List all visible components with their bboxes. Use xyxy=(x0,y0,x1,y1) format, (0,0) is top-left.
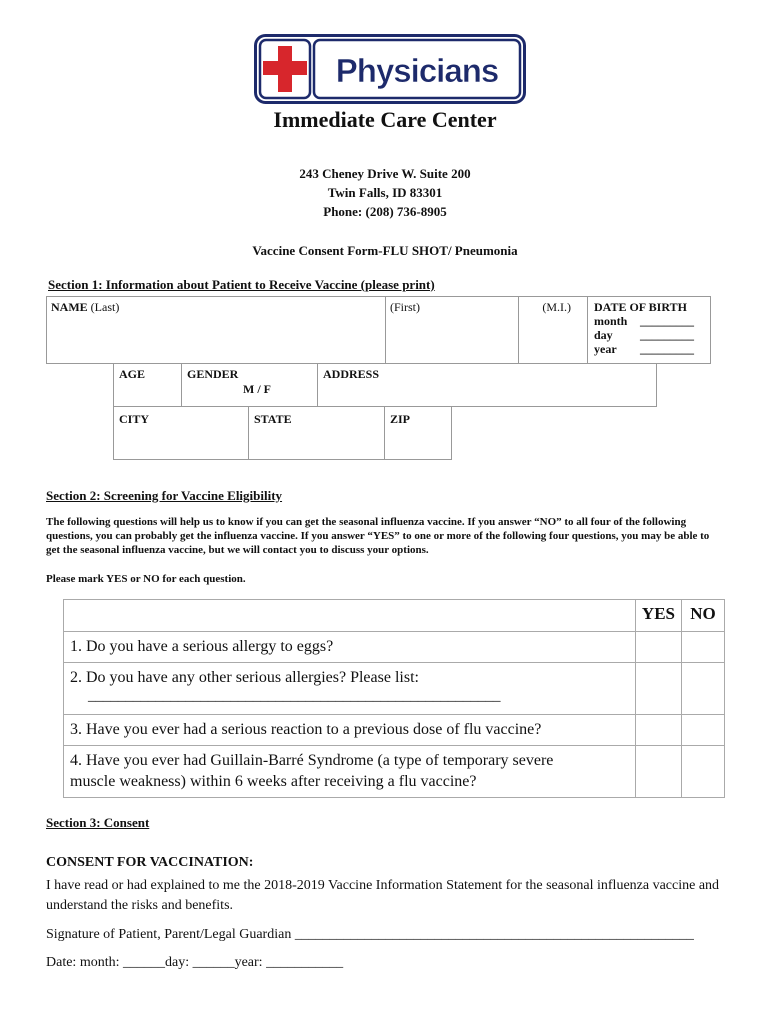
center-name: Immediate Care Center xyxy=(273,107,497,132)
allergy-list-blank[interactable]: _______________________________________________________ xyxy=(88,688,501,704)
last-name-field[interactable] xyxy=(46,296,386,364)
state-field[interactable] xyxy=(248,406,385,460)
question-3: 3. Have you ever had a serious reaction to a previous dose of flu vaccine? xyxy=(64,715,636,746)
section1-heading: Section 1: Information about Patient to Receive Vaccine (please print) xyxy=(48,277,435,292)
section2-instruction: Please mark YES or NO for each question. xyxy=(46,573,246,585)
address-field[interactable] xyxy=(317,363,657,407)
address-label: ADDRESS xyxy=(323,367,380,381)
question-1: 1. Do you have a serious allergy to eggs? xyxy=(64,632,636,663)
q4-no-box[interactable] xyxy=(682,746,725,798)
gender-options: M / F xyxy=(243,382,271,396)
age-field[interactable] xyxy=(113,363,182,407)
dob-month-blank[interactable]: _________ xyxy=(640,314,694,328)
q2-no-box[interactable] xyxy=(682,663,725,715)
question-2-cell xyxy=(64,663,636,715)
logo-text: Physicians xyxy=(335,52,499,89)
consent-title: CONSENT FOR VACCINATION: xyxy=(46,855,254,870)
dob-label: DATE OF BIRTH xyxy=(594,300,687,314)
table-header-row xyxy=(64,600,725,632)
no-header: NO xyxy=(682,600,725,632)
first-name-field[interactable] xyxy=(385,296,519,364)
dob-month-label: month xyxy=(594,314,628,328)
section2-intro: The following questions will help us to know if you can get the seasonal influenza vaccine. If you answer “NO” to all four of the following questions, you can probably get the influenza vaccine. If you answer “YES” to one or more of the following four questions, you may be able to get the seasonal influenza vaccine, but we will contact you to discuss your options. xyxy=(46,516,710,556)
dob-year-label: year xyxy=(594,342,617,356)
table-row xyxy=(64,632,725,663)
state-label: STATE xyxy=(254,412,292,426)
table-row xyxy=(64,663,725,715)
first-label: (First) xyxy=(390,300,420,314)
dob-year-blank[interactable]: _________ xyxy=(640,342,694,356)
date-line[interactable]: Date: month: ______day: ______year: ___________ xyxy=(46,955,344,970)
q4-yes-box[interactable] xyxy=(635,746,681,798)
table-row xyxy=(64,715,725,746)
city-field[interactable] xyxy=(113,406,249,460)
zip-label: ZIP xyxy=(390,412,411,426)
q1-no-box[interactable] xyxy=(682,632,725,663)
section2-heading: Section 2: Screening for Vaccine Eligibility xyxy=(46,488,283,503)
section3-heading: Section 3: Consent xyxy=(46,815,150,830)
question-4: 4. Have you ever had Guillain-Barré Syndrome (a type of temporary severe muscle weakness) within 6 weeks after receiving a flu vaccine? xyxy=(64,746,636,798)
mi-label: (M.I.) xyxy=(542,300,571,314)
q3-yes-box[interactable] xyxy=(635,715,681,746)
mi-field[interactable] xyxy=(518,296,588,364)
gender-field[interactable] xyxy=(181,363,318,407)
phone: Phone: (208) 736-8905 xyxy=(323,204,447,219)
q3-no-box[interactable] xyxy=(682,715,725,746)
address-line2: Twin Falls, ID 83301 xyxy=(327,185,443,200)
dob-field[interactable] xyxy=(587,296,711,364)
question-2: 2. Do you have any other serious allergies? Please list: xyxy=(70,669,419,686)
age-label: AGE xyxy=(119,367,146,381)
physicians-logo xyxy=(254,34,526,104)
dob-day-blank[interactable]: _________ xyxy=(640,328,694,342)
city-label: CITY xyxy=(119,412,150,426)
q2-yes-box[interactable] xyxy=(635,663,681,715)
screening-table xyxy=(63,599,725,798)
table-row xyxy=(64,746,725,798)
gender-label: GENDER xyxy=(187,367,239,381)
dob-day-label: day xyxy=(594,328,613,342)
signature-line[interactable]: Signature of Patient, Parent/Legal Guardian _________________________________________________________ xyxy=(46,927,694,942)
zip-field[interactable] xyxy=(384,406,452,460)
last-label: (Last) xyxy=(90,300,120,314)
yes-header: YES xyxy=(635,600,681,632)
form-title: Vaccine Consent Form-FLU SHOT/ Pneumonia xyxy=(252,243,518,258)
q1-yes-box[interactable] xyxy=(635,632,681,663)
name-label: NAME xyxy=(51,300,88,314)
table-header-blank xyxy=(64,600,636,632)
consent-text: I have read or had explained to me the 2018-2019 Vaccine Information Statement for the seasonal influenza vaccine and understand the risks and benefits. xyxy=(46,878,720,913)
address-line1: 243 Cheney Drive W. Suite 200 xyxy=(299,166,471,181)
